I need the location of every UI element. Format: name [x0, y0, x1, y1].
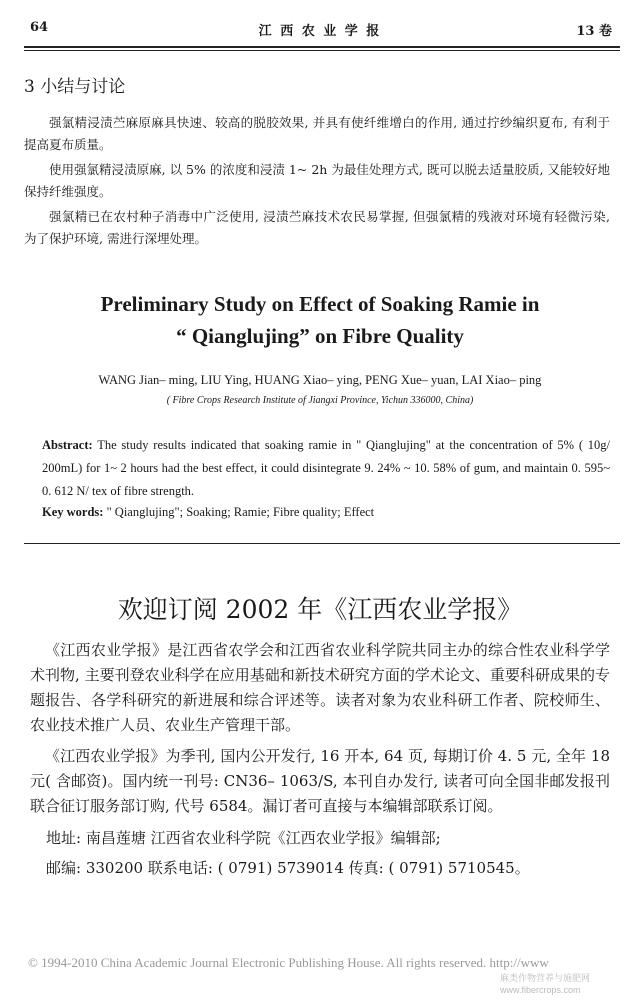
- subscription-paragraph-2: 《江西农业学报》为季刊, 国内公开发行, 16 开本, 64 页, 每期订价 4. 5 元, 全年 18 元( 含邮资)。国内统一刊号: CN36– 1063/S, 本刊自办发行, 读者可向全国非邮发报刊联合征订服务部订购, 代号 6584。漏订者可直接与本编辑部联系订阅。: [30, 747, 610, 815]
- address-line: 地址: 南昌莲塘 江西省农业科学院《江西农业学报》编辑部;: [46, 829, 441, 847]
- journal-header: 江 西 农 业 学 报: [258, 24, 382, 39]
- postal-line: 邮编: 330200 联系电话: ( 0791) 5739014 传真: ( 0791) 5710545。: [46, 859, 530, 877]
- section-divider: [24, 543, 620, 544]
- conclusion-paragraph-2: 使用强氯精浸渍原麻, 以 5% 的浓度和浸渍 1~ 2h 为最佳处理方式, 既可以脱去适量胶质, 又能较好地保持纤维强度。: [24, 162, 610, 199]
- section-title: 3 小结与讨论: [24, 77, 126, 97]
- volume-label: 13 卷: [576, 24, 612, 39]
- conclusion-paragraph-1: 强氯精浸渍苎麻原麻具快速、较高的脱胶效果, 并具有使纤维增白的作用, 通过拧纱编织夏布, 有利于提高夏布质量。: [24, 115, 610, 152]
- copyright-footer: © 1994-2010 China Academic Journal Electronic Publishing House. All rights reserved. http://www: [28, 955, 549, 970]
- subscription-title: 欢迎订阅 2002 年《江西农业学报》: [117, 595, 523, 624]
- abstract: [42, 434, 610, 503]
- authors: WANG Jian– ming, LIU Ying, HUANG Xiao– ying, PENG Xue– yuan, LAI Xiao– ping: [98, 373, 542, 387]
- affiliation: ( Fibre Crops Research Institute of Jiangxi Province, Yichun 336000, China): [166, 395, 474, 406]
- keywords-text: " Qianglujing"; Soaking; Ramie; Fibre quality; Effect: [103, 505, 375, 519]
- keywords: [42, 505, 610, 520]
- english-title-line-1: Preliminary Study on Effect of Soaking Ramie in: [100, 292, 540, 316]
- abstract-text: The study results indicated that soaking ramie in " Qianglujing" at the concentration of 5% ( 10g/ 200mL) for 1~ 2 hours had the best effect, it could disintegrate 9. 24% ~ 10. 58% of gum, and maintain 0. 595~ 0. 612 N/ tex of fibre strength.: [42, 438, 610, 498]
- conclusion-paragraph-3: 强氯精已在农村种子消毒中广泛使用, 浸渍苎麻技术农民易掌握, 但强氯精的残液对环境有轻微污染, 为了保护环境, 需进行深埋处理。: [24, 209, 610, 246]
- site-watermark: [500, 972, 590, 996]
- watermark-line-2: www.fibercrops.com: [500, 985, 581, 995]
- abstract-label: Abstract:: [42, 438, 93, 452]
- keywords-label: Key words:: [42, 505, 104, 519]
- watermark-line-1: 麻类作物营养与施肥网: [500, 973, 591, 983]
- header-rule-thin: [24, 50, 620, 51]
- page-number: 64: [30, 20, 49, 35]
- english-title-line-2: “ Qianglujing” on Fibre Quality: [176, 324, 464, 348]
- subscription-paragraph-1: 《江西农业学报》是江西省农学会和江西省农业科学院共同主办的综合性农业科学学术刊物, 主要刊登农业科学在应用基础和新技术研究方面的学术论文、重要科研成果的专题报告、各学科研究的新进展和综合评述等。读者对象为农业科研工作者、院校师生、农业技术推广人员、农业生产管理干部。: [30, 641, 610, 734]
- header-rule: [24, 46, 620, 48]
